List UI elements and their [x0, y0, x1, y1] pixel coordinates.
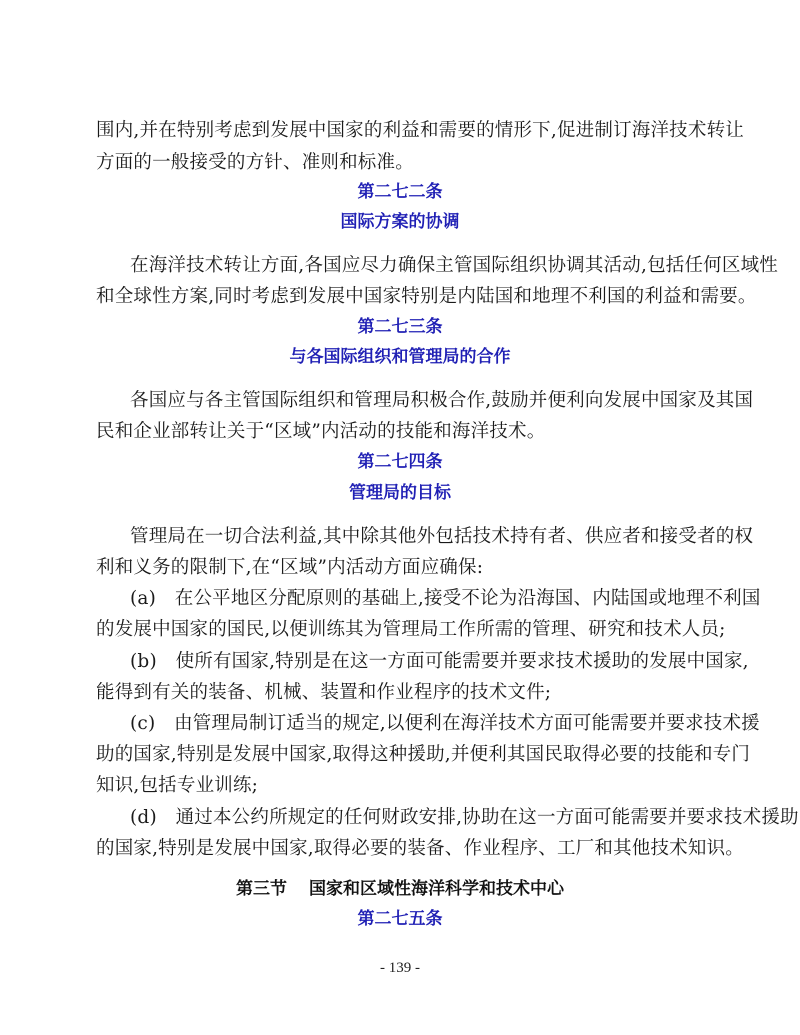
- list-item-a-line: (a) 在公平地区分配原则的基础上,接受不论为沿海国、内陆国或地理不利国: [130, 588, 761, 609]
- list-item-b-line: (b) 使所有国家,特别是在这一方面可能需要并要求技术援助的发展中国家,: [130, 651, 749, 672]
- article-number-273: 第二七三条: [357, 317, 443, 337]
- article-title-274: 管理局的目标: [349, 483, 451, 503]
- article-number-274: 第二七四条: [357, 452, 443, 472]
- section-label: 第三节: [236, 879, 287, 899]
- paragraph-line: 围内,并在特别考虑到发展中国家的利益和需要的情形下,促进制订海洋技术转让: [96, 120, 744, 141]
- page-number: - 139 -: [380, 960, 420, 976]
- list-item-c-line: (c) 由管理局制订适当的规定,以便利在海洋技术方面可能需要并要求技术援: [130, 713, 760, 734]
- article-number-275: 第二七五条: [357, 909, 443, 929]
- section-title: 国家和区域性海洋科学和技术中心: [309, 879, 564, 899]
- list-item-c-line: 知识,包括专业训练;: [96, 775, 259, 796]
- list-item-c-line: 助的国家,特别是发展中国家,取得这种援助,并便利其国民取得必要的技能和专门: [96, 744, 751, 765]
- paragraph-line: 和全球性方案,同时考虑到发展中国家特别是内陆国和地理不利国的利益和需要。: [96, 286, 757, 307]
- article-title-273: 与各国际组织和管理局的合作: [289, 347, 511, 367]
- paragraph-line: 各国应与各主管国际组织和管理局积极合作,鼓励并便利向发展中国家及其国: [130, 390, 754, 411]
- list-item-d-line: (d) 通过本公约所规定的任何财政安排,协助在这一方面可能需要并要求技术援助: [130, 807, 799, 828]
- paragraph-line: 方面的一般接受的方针、准则和标准。: [96, 152, 414, 173]
- list-item-b-line: 能得到有关的装备、机械、装置和作业程序的技术文件;: [96, 682, 552, 703]
- list-item-d-line: 的国家,特别是发展中国家,取得必要的装备、作业程序、工厂和其他技术知识。: [96, 838, 744, 859]
- article-number-272: 第二七二条: [357, 182, 443, 202]
- section-heading: [0, 877, 800, 901]
- paragraph-line: 在海洋技术转让方面,各国应尽力确保主管国际组织协调其活动,包括任何区域性: [130, 255, 778, 276]
- list-item-a-line: 的发展中国家的国民,以便训练其为管理局工作所需的管理、研究和技术人员;: [96, 619, 726, 640]
- paragraph-line: 利和义务的限制下,在“区域”内活动方面应确保:: [96, 557, 484, 578]
- paragraph-line: 民和企业部转让关于“区域”内活动的技能和海洋技术。: [96, 421, 546, 442]
- paragraph-line: 管理局在一切合法利益,其中除其他外包括技术持有者、供应者和接受者的权: [130, 526, 754, 547]
- article-title-272: 国际方案的协调: [340, 212, 460, 232]
